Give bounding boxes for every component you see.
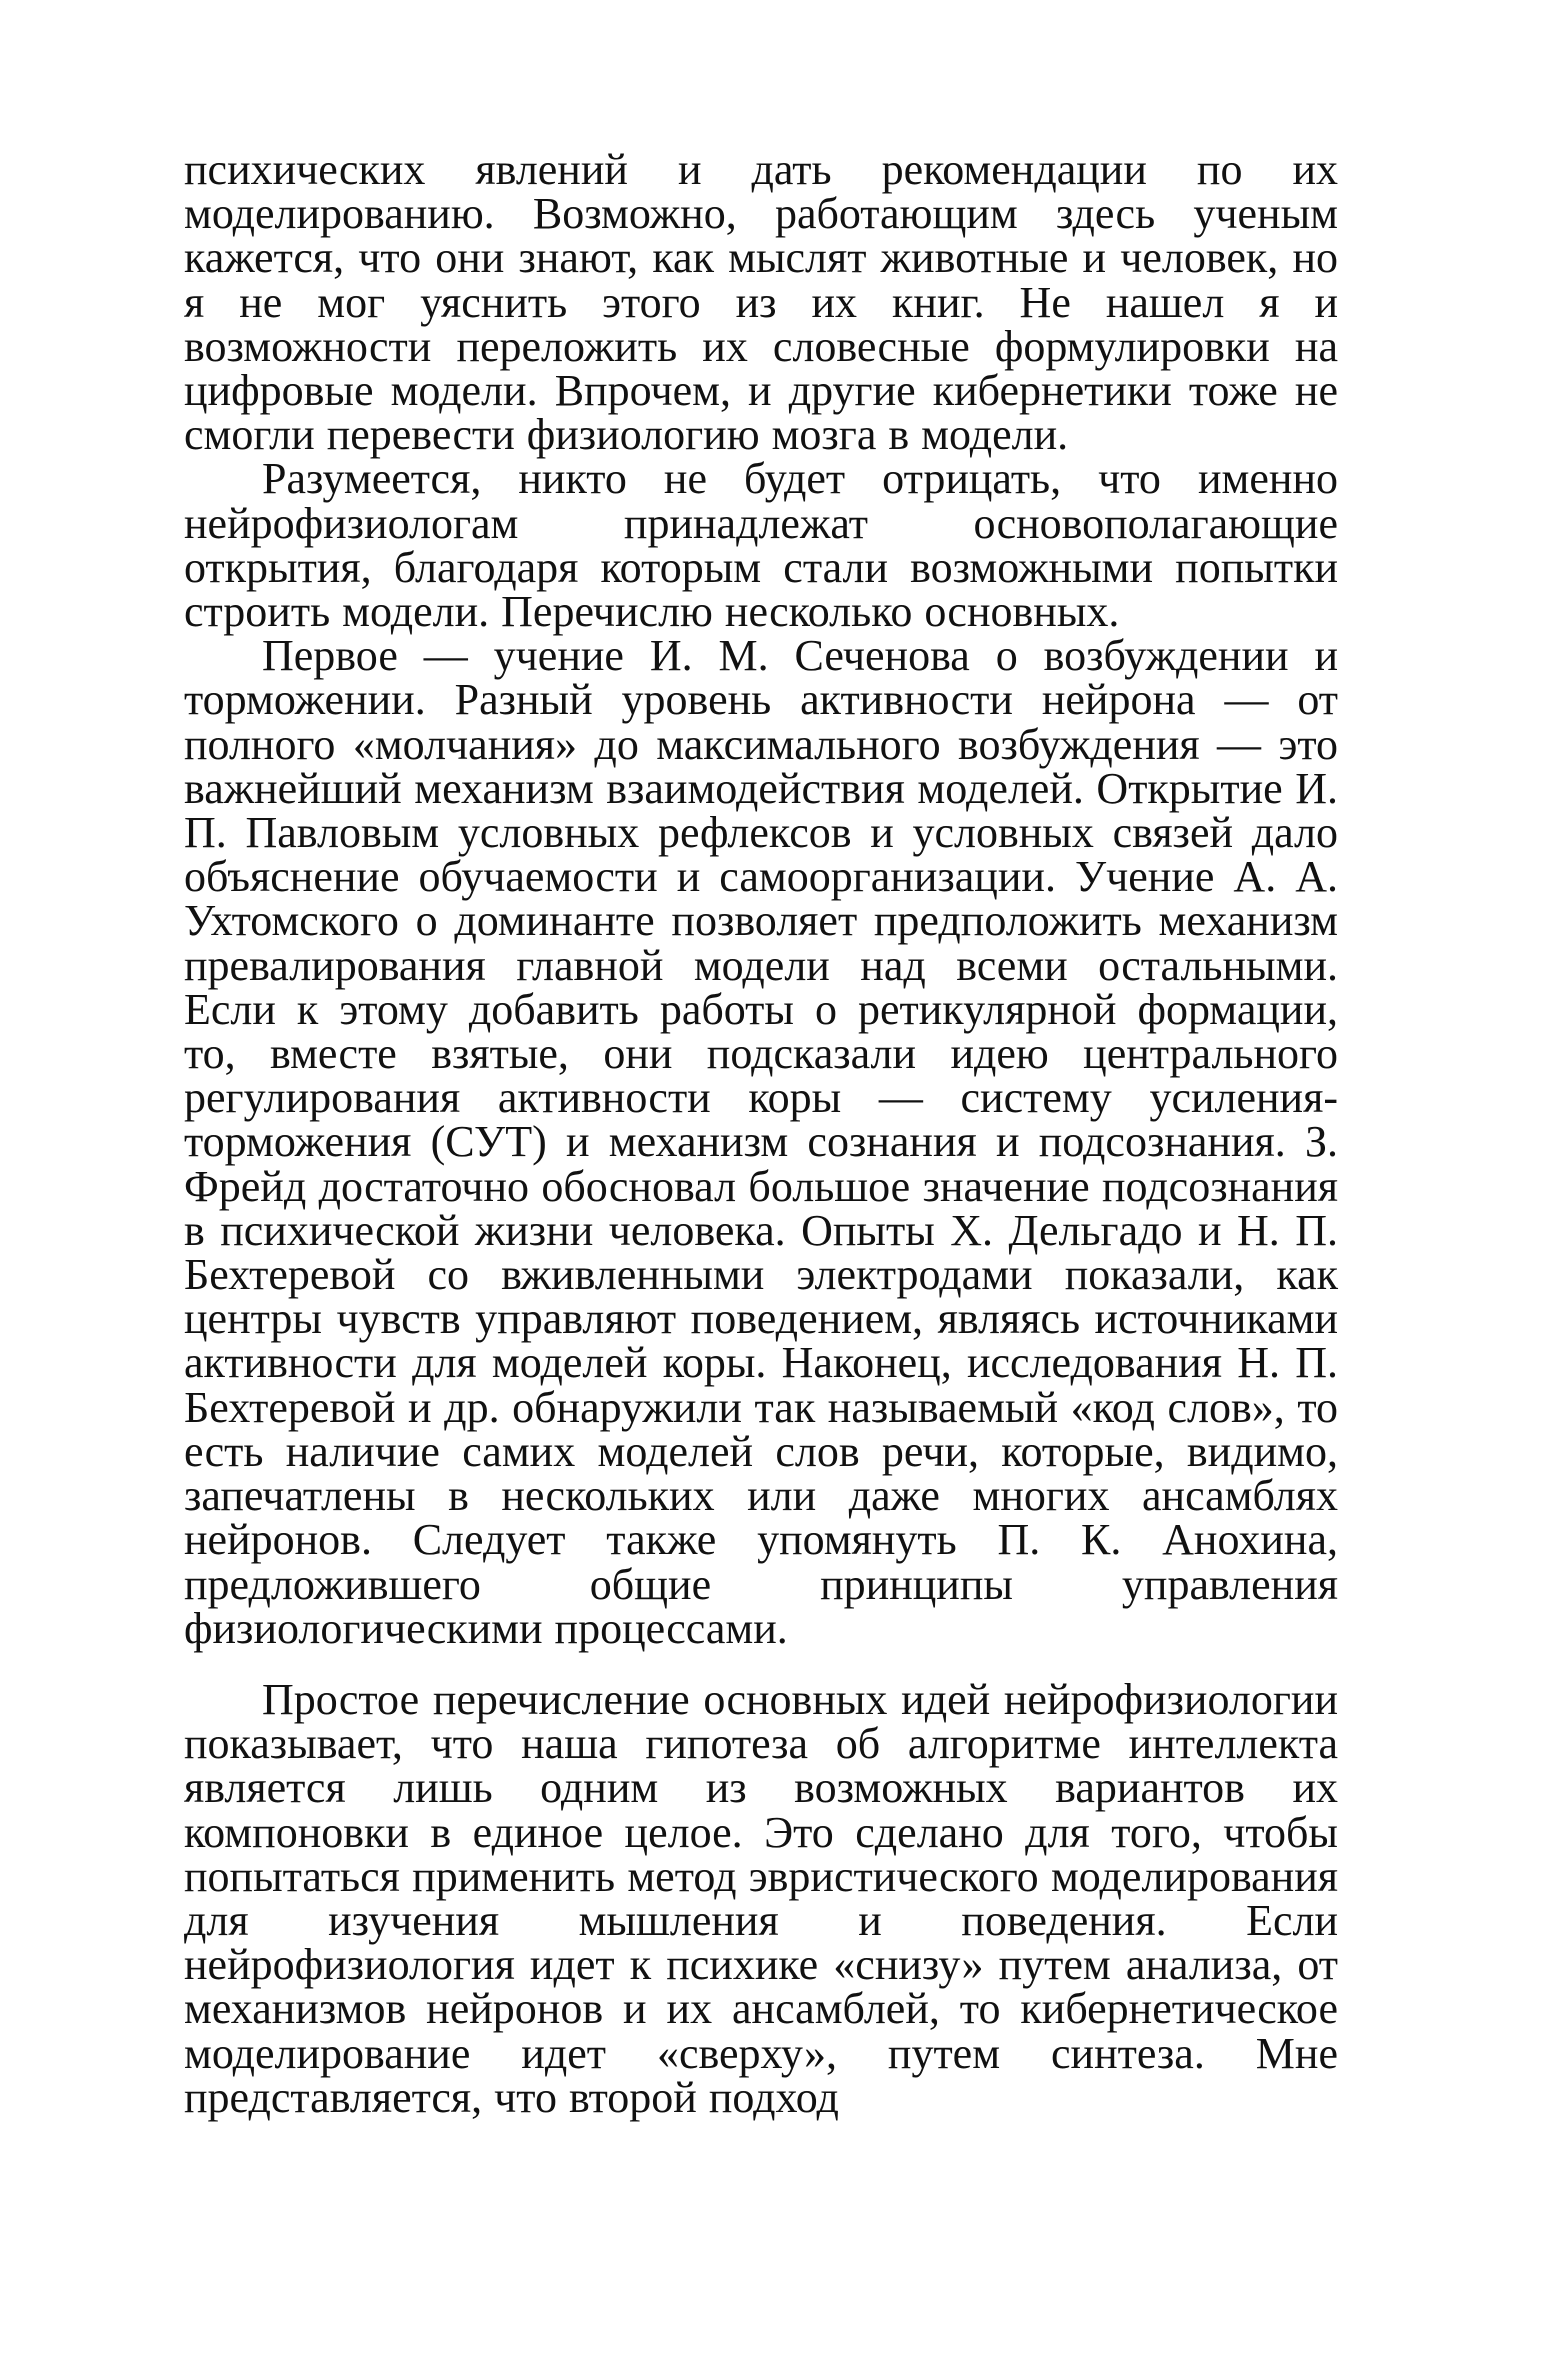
paragraph-hypothesis: Простое перечисление основных идей нейрофизиологии показывает, что наша гипотеза об алгоритме интеллекта является лишь одним из возможных вариантов их компоновки в единое целое. Это сделано для того, чтобы попытаться применить метод эвристического моделирования для изучения мышления и поведения. Если нейрофизиология идет к психике «снизу» путем анализа, от механизмов нейронов и их ансамблей, то кибернетическое моделирование идет «сверху», путем синтеза. Мне представляется, что второй подход bbox=[184, 1674, 1338, 2122]
paragraph-neurophysiology-discoveries: Разумеется, никто не будет отрицать, что именно нейрофизиологам принадлежат основополагающие открытия, благодаря которым стали возможными попытки строить модели. Перечислю несколько основных. bbox=[184, 454, 1338, 637]
book-page bbox=[184, 145, 1338, 2122]
paragraph-list-of-discoveries: Первое — учение И. М. Сеченова о возбуждении и торможении. Разный уровень активности нейрона — от полного «молчания» до максимального возбуждения — это важнейший механизм взаимодействия моделей. Открытие И. П. Павловым условных рефлексов и условных связей дало объяснение обучаемости и самоорганизации. Учение А. А. Ухтомского о доминанте позволяет предположить механизм превалирования главной модели над всеми остальными. Если к этому добавить работы о ретикулярной формации, то, вместе взятые, они подсказали идею центрального регулирования активности коры — систему усиления-торможения (СУТ) и механизм сознания и подсознания. З. Фрейд достаточно обосновал большое значение подсознания в психической жизни человека. Опыты Х. Дельгадо и Н. П. Бехтеревой со вживленными электродами показали, как центры чувств управляют поведением, являясь источниками активности для моделей коры. Наконец, исследования Н. П. Бехтеревой и др. обнаружили так называемый «код слов», то есть наличие самих моделей слов речи, которые, видимо, запечатлены в нескольких или даже многих ансамблях нейронов. Следует также упомянуть П. К. Анохина, предложившего общие принципы управления физиологическими процессами. bbox=[184, 631, 1338, 1653]
paragraph-continuation: психических явлений и дать рекомендации по их моделированию. Возможно, работающим здесь ученым кажется, что они знают, как мыслят животные и человек, но я не мог уяснить этого из их книг. Не нашел я и возможности переложить их словесные формулировки на цифровые модели. Впрочем, и другие кибернетики тоже не смогли перевести физиологию мозга в модели. bbox=[184, 145, 1338, 460]
